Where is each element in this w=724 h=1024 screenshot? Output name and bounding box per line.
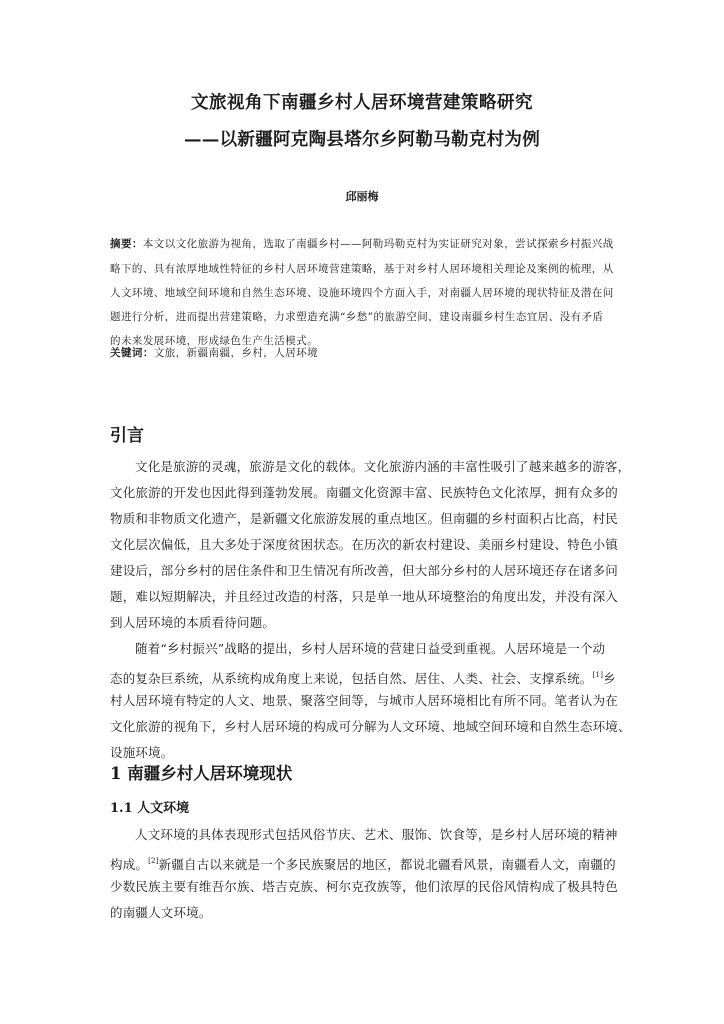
author-name: 邱丽梅 [345, 190, 379, 203]
paper-title: 文旅视角下南疆乡村人居环境营建策略研究 [191, 93, 533, 113]
line-text: 乡 [603, 671, 616, 686]
paragraph-line: 物质和非物质文化遗产，是新疆文化旅游发展的重点地区。但南疆的乡村面积占比高，村民 [110, 511, 619, 526]
paragraph-line [110, 853, 616, 873]
section-heading: 1 南疆乡村人居环境现状 [110, 764, 293, 783]
line-text: 态的复杂巨系统，从系统构成角度上来说，包括自然、居住、人类、社会、支撑系统。 [110, 671, 593, 686]
paragraph-line: 人文环境的具体表现形式包括风俗节庆、艺术、服饰、饮食等，是乡村人居环境的精神 [135, 827, 618, 842]
subsection-heading: 1.1 人文环境 [110, 801, 190, 816]
line-text: 新疆自古以来就是一个多民族聚居的地区，都说北疆看风景，南疆看人文，南疆的 [158, 857, 616, 872]
paragraph-line: 随着“乡村振兴”战略的提出，乡村人居环境的营建日益受到重视。人居环境是一个动 [135, 641, 606, 656]
paragraph-line [110, 667, 616, 687]
abstract-text: 本文以文化旅游为视角，选取了南疆乡村——阿勒玛勒克村为实证研究对象，尝试探索乡村振兴战 [142, 238, 614, 250]
paper-subtitle: ——以新疆阿克陶县塔尔乡阿勒马勒克村为例 [184, 130, 540, 150]
paragraph-line: 的南疆人文环境。 [110, 905, 212, 920]
citation-ref: [2] [148, 857, 159, 865]
abstract-line: 题进行分析，进而提出营建策略，力求塑造充满“乡愁”的旅游空间，建设南疆乡村生态宜居、没有矛盾 [110, 311, 604, 323]
paragraph-line: 村人居环境有特定的人文、地景、聚落空间等，与城市人居环境相比有所不同。笔者认为在 [110, 693, 619, 708]
intro-heading: 引言 [110, 426, 144, 446]
keywords-label: 关键词： [110, 347, 154, 359]
abstract-line [110, 237, 614, 251]
abstract-line: 略下的、具有浓厚地域性特征的乡村人居环境营建策略，基于对乡村人居环境相关理论及案例的梳理，从 [110, 263, 614, 275]
paragraph-line: 到人居环境的本质看待问题。 [110, 615, 276, 630]
line-text: 构成。 [110, 857, 149, 872]
paragraph-line: 文化旅游的视角下，乡村人居环境的构成可分解为人文环境、地域空间环境和自然生态环境、 [110, 719, 631, 734]
paragraph-line: 少数民族主要有维吾尔族、塔吉克族、柯尔克孜族等，他们浓厚的民俗风情构成了极具特色 [110, 879, 619, 894]
keywords-line [110, 346, 318, 360]
paragraph-line: 设施环境。 [110, 745, 174, 760]
citation-ref: [1] [592, 671, 604, 679]
abstract-label: 摘要： [110, 238, 143, 250]
paragraph-line: 文化是旅游的灵魂，旅游是文化的载体。文化旅游内涵的丰富性吸引了越来越多的游客， [135, 459, 631, 474]
keywords-text: 文旅，新疆南疆，乡村，人居环境 [153, 347, 319, 359]
paragraph-line: 文化层次偏低，且大多处于深度贫困状态。在历次的新农村建设、美丽乡村建设、特色小镇 [110, 537, 619, 552]
abstract-line: 的未来发展环境，形成绿色生产生活模式。 [110, 335, 319, 347]
abstract-line: 人文环境、地域空间环境和自然生态环境、设施环境四个方面入手，对南疆人居环境的现状特征及潜在问 [110, 287, 614, 299]
paragraph-line: 文化旅游的开发也因此得到蓬勃发展。南疆文化资源丰富、民族特色文化浓厚，拥有众多的 [110, 485, 619, 500]
paragraph-line: 建设后，部分乡村的居住条件和卫生情况有所改善，但大部分乡村的人居环境还存在诸多问 [110, 563, 619, 578]
paragraph-line: 题，难以短期解决，并且经过改造的村落，只是单一地从环境整治的角度出发，并没有深入 [110, 589, 619, 604]
